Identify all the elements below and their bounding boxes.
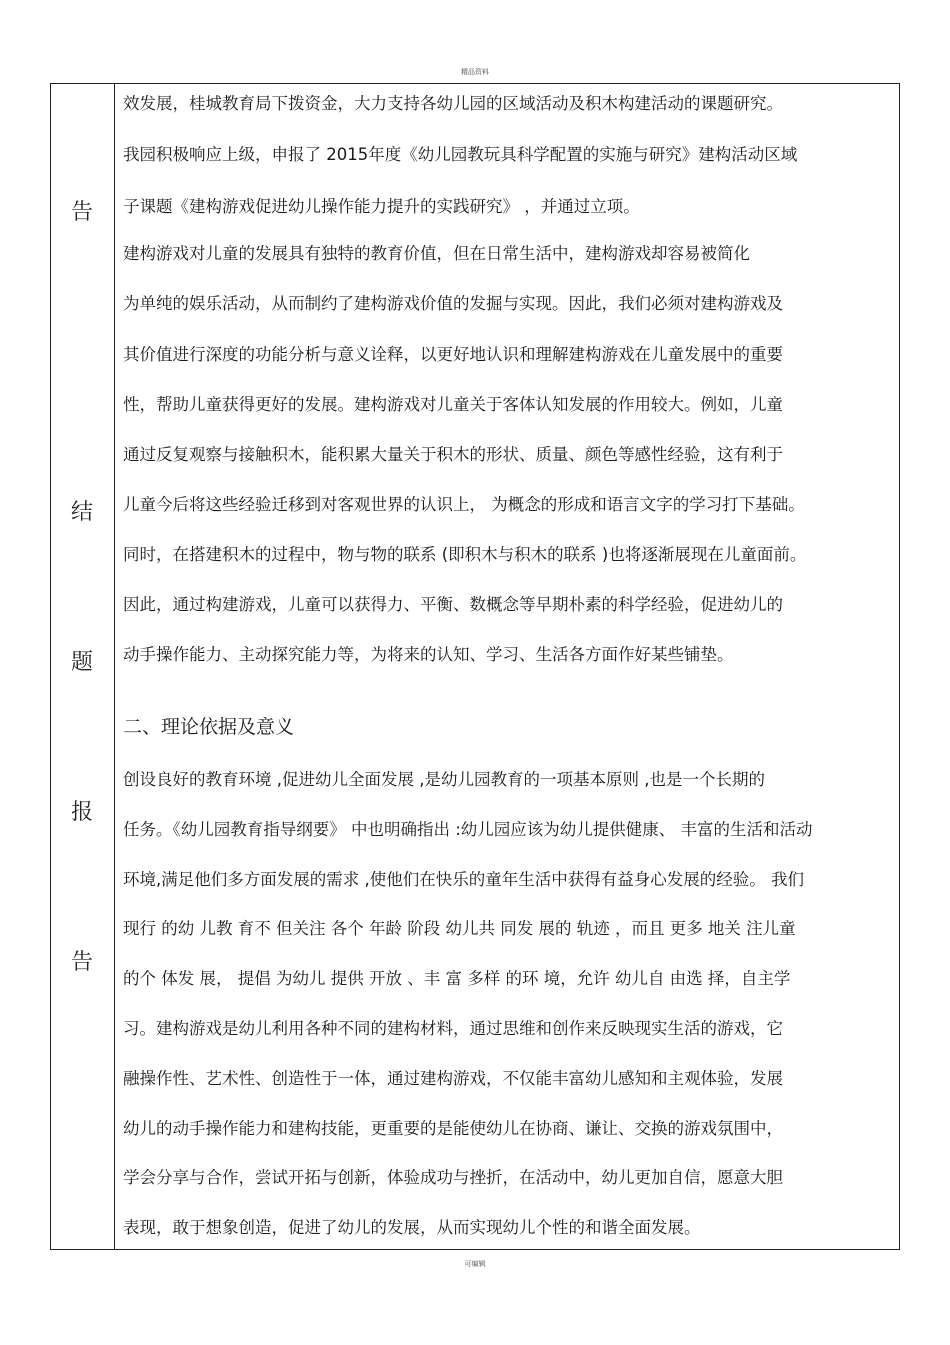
header-note: 精品资料 <box>461 68 489 76</box>
text-line: 为单纯的娱乐活动，从而制约了建构游戏价值的发掘与实现。因此，我们必须对建构游戏及 <box>123 294 783 313</box>
text-line: 的个 体发 展， 提倡 为幼儿 提供 开放 、丰 富 多样 的环 境，允许 幼儿自 由选 择，自主学 <box>123 969 791 988</box>
text-line: 幼儿的动手操作能力和建构技能，更重要的是能使幼儿在协商、谦让、交换的游戏氛围中， <box>123 1119 783 1138</box>
text-line: 儿童今后将这些经验迁移到对客观世界的认识上， 为概念的形成和语言文字的学习打下基础。 <box>123 495 805 514</box>
side-label-4: 报 <box>70 800 93 825</box>
side-label-2: 结 <box>70 500 93 525</box>
footer-note: 可编辑 <box>464 1260 486 1268</box>
side-label-3: 题 <box>70 650 93 675</box>
side-label-5: 告 <box>70 950 93 975</box>
text-line: 动手操作能力、主动探究能力等，为将来的认知、学习、生活各方面作好某些铺垫。 <box>123 645 734 664</box>
text-line: 其价值进行深度的功能分析与意义诠释，以更好地认识和理解建构游戏在儿童发展中的重要 <box>123 345 783 364</box>
text-line: 子课题《建构游戏促进幼儿操作能力提升的实践研究》 ，并通过立项。 <box>123 197 640 216</box>
side-label-1: 告 <box>70 200 93 225</box>
text-line: 效发展，桂城教育局下拨资金，大力支持各幼儿园的区域活动及积木构建活动的课题研究。 <box>123 94 783 113</box>
text-line: 通过反复观察与接触积木，能积累大量关于积木的形状、质量、颜色等感性经验，这有利于 <box>123 445 783 464</box>
text-line: 任务。《幼儿园教育指导纲要》 中也明确指出 :幼儿园应该为幼儿提供健康、 丰富的生活和活动 <box>123 820 813 839</box>
text-line: 同时，在搭建积木的过程中，物与物的联系 (即积木与积木的联系 )也将逐渐展现在儿童面前。 <box>123 545 807 564</box>
text-line: 因此，通过构建游戏，儿童可以获得力、平衡、数概念等早期朴素的科学经验，促进幼儿的 <box>123 595 783 614</box>
text-line: 习。建构游戏是幼儿利用各种不同的建构材料，通过思维和创作来反映现实生活的游戏，它 <box>123 1019 783 1038</box>
text-line: 我园积极响应上级，申报了 2015年度《幼儿园教玩具科学配置的实施与研究》建构活动区域 <box>123 145 798 164</box>
text-line: 建构游戏对儿童的发展具有独特的教育价值，但在日常生活中，建构游戏却容易被简化 <box>123 244 750 263</box>
column-divider <box>114 83 115 1250</box>
text-line: 创设良好的教育环境 ,促进幼儿全面发展 ,是幼儿园教育的一项基本原则 ,也是一个长期的 <box>123 770 765 789</box>
text-line: 表现，敢于想象创造，促进了幼儿的发展，从而实现幼儿个性的和谐全面发展。 <box>123 1218 701 1237</box>
section-heading: 二、理论依据及意义 <box>123 716 295 738</box>
text-line: 环境,满足他们多方面发展的需求 ,使他们在快乐的童年生活中获得有益身心发展的经验。 我们 <box>123 870 804 889</box>
text-line: 性，帮助儿童获得更好的发展。建构游戏对儿童关于客体认知发展的作用较大。例如，儿童 <box>123 395 783 414</box>
text-line: 现行 的幼 儿教 育不 但关注 各个 年龄 阶段 幼儿共 同发 展的 轨迹 ，而且 更多 地关 注儿童 <box>123 919 796 938</box>
text-line: 融操作性、艺术性、创造性于一体，通过建构游戏，不仅能丰富幼儿感知和主观体验，发展 <box>123 1069 783 1088</box>
text-line: 学会分享与合作，尝试开拓与创新，体验成功与挫折，在活动中，幼儿更加自信，愿意大胆 <box>123 1168 783 1187</box>
